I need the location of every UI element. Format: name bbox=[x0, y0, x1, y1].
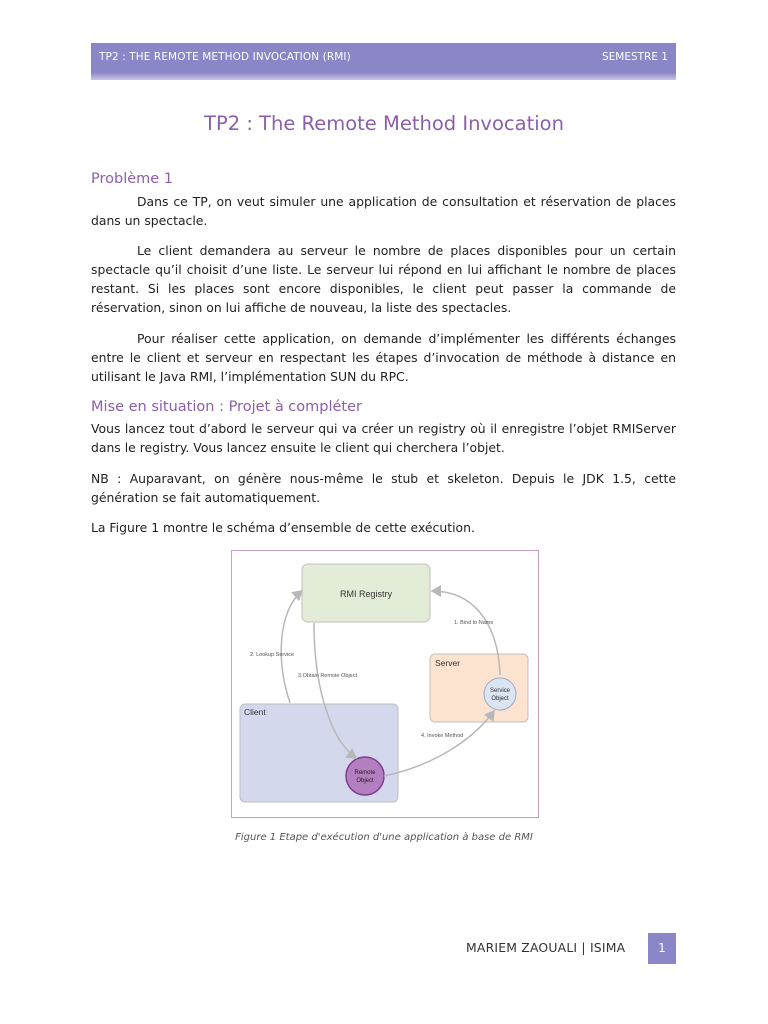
paragraph: Vous lancez tout d’abord le serveur qui va créer un registry où il enregistre l’objet RMIServer dans le registry. Vous lancez ensuite le client qui cherchera l’objet. bbox=[91, 421, 676, 455]
figure-caption: Figure 1 Etape d'exécution d'une application à base de RMI bbox=[235, 832, 533, 843]
paragraph: La Figure 1 montre le schéma d’ensemble de cette exécution. bbox=[91, 520, 475, 535]
client-label: Client bbox=[244, 707, 266, 717]
paragraph: Dans ce TP, on veut simuler une application de consultation et réservation de places dans un spectacle. bbox=[91, 194, 676, 228]
header-title: TP2 : THE REMOTE METHOD INVOCATION (RMI) bbox=[99, 51, 351, 63]
arrow-obtain-remote-object-label: 3.Obtain Remote Object bbox=[298, 673, 358, 679]
document-title: TP2 : The Remote Method Invocation bbox=[204, 112, 564, 135]
arrow-lookup-service-label: 2. Lookup Service bbox=[250, 652, 295, 658]
rmi-figure bbox=[231, 550, 539, 818]
paragraph: Le client demandera au serveur le nombre de places disponibles pour un certain spectacle qu’il choisit d’une liste. Le serveur lui répond en lui affichant le nombre de places restant. Si les places sont encore disponibles, le client peut passer la commande de réservation, sinon on lui affiche de nouveau, la liste des spectacles. bbox=[91, 243, 676, 315]
remote-object-label-line2: Object bbox=[356, 778, 374, 784]
remote-object-label-line1: Remote bbox=[354, 770, 376, 776]
section-heading-probleme: Problème 1 bbox=[91, 171, 174, 187]
service-object-label-line2: Object bbox=[491, 696, 509, 702]
page-header bbox=[91, 43, 676, 80]
paragraph: Pour réaliser cette application, on demande d’implémenter les différents échanges entre le client et serveur en respectant les étapes d’invocation de méthode à distance en utilisant le Java RMI, l’implémentation SUN du RPC. bbox=[91, 331, 676, 384]
rmi-registry-label: RMI Registry bbox=[339, 589, 393, 599]
arrow-bind-to-name-label: 1. Bind to Name bbox=[454, 620, 494, 626]
section-heading-mise-en-situation: Mise en situation : Projet à compléter bbox=[91, 399, 362, 415]
service-object-circle bbox=[484, 678, 516, 710]
server-label: Server bbox=[435, 658, 461, 668]
remote-object-circle bbox=[346, 757, 384, 795]
paragraph: NB : Auparavant, on génère nous-même le stub et skeleton. Depuis le JDK 1.5, cette génération se fait automatiquement. bbox=[91, 471, 676, 505]
arrow-invoke-method-label: 4. Invoke Method bbox=[421, 733, 464, 739]
footer-author: MARIEM ZAOUALI | ISIMA bbox=[466, 940, 626, 955]
arrow-lookup-service bbox=[281, 591, 302, 703]
header-semester: SEMESTRE 1 bbox=[601, 51, 668, 63]
page-number: 1 bbox=[648, 933, 676, 964]
service-object-label-line1: Service bbox=[489, 688, 511, 694]
